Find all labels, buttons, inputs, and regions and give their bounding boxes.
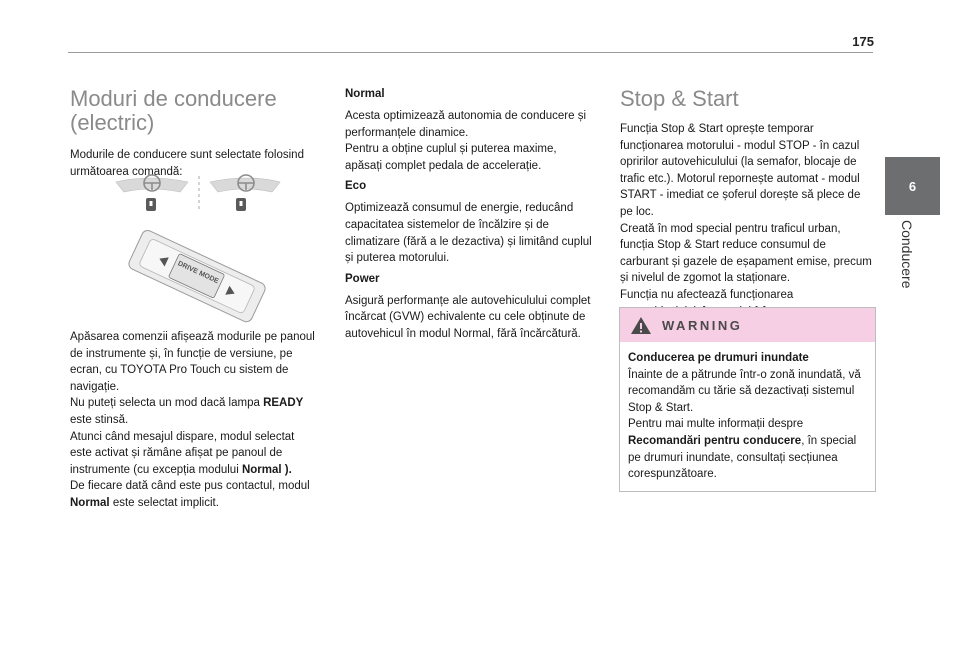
power-text: Asigură performanțe ale autovehiculului complet încărcat (GVW) echivalente cu cele obținute de autovehicul în modul Normal, fără încărcătură.	[345, 294, 591, 340]
column-stop-start	[620, 80, 875, 320]
warning-text-1: Înainte de a pătrunde într-o zonă inundată, vă recomandăm cu tărie să dezactivați sistemul Stop & Start.	[628, 368, 861, 414]
chapter-name: Conducere	[899, 220, 915, 289]
page-number: 175	[852, 34, 874, 49]
stop-start-p3: Funcția nu afectează funcționarea	[620, 288, 794, 301]
stop-start-p2: Creată în mod special pentru traficul urban, funcția Stop & Start reduce consumul de carburant și gazele de eșapament emise, precum și nivelul de zgomot la staționare.	[620, 222, 872, 285]
column-driving-modes	[70, 80, 318, 180]
normal-text-2: Pentru a obține cuplul și puterea maxime, apăsați complet pedala de accelerație.	[345, 143, 557, 172]
warning-icon	[630, 316, 652, 335]
text-p3: Atunci când mesajul dispare, modul selectat este activat și rămâne afișat pe panoul de instrumente (cu excepția modului Normal ).	[70, 430, 295, 476]
eco-text: Optimizează consumul de energie, reducând capacitatea sistemelor de încălzire și de climatizare (fără a le dezactiva) și limitând cuplul și puterea motorului.	[345, 202, 592, 265]
section-title-stop-start: Stop & Start	[620, 86, 739, 111]
warning-title: WARNING	[662, 317, 743, 333]
drive-mode-switch-illustration	[110, 220, 285, 330]
header-rule	[68, 52, 873, 53]
heading-normal: Normal	[345, 88, 385, 100]
heading-power: Power	[345, 272, 380, 285]
heading-eco: Eco	[345, 180, 367, 193]
steering-wheel-diagram	[110, 168, 285, 218]
column-modes-detail	[345, 80, 595, 343]
warning-box	[619, 307, 876, 492]
stop-start-p1: Funcția Stop & Start oprește temporar funcționarea motorului - modul STOP - în cazul opririlor autovehiculului (la semafor, blocaje de trafic etc.). Motorul repornește automat - modul START - imediat ce șoferul dorește să plece de pe loc.	[620, 123, 861, 218]
steering-wheel-right-icon	[210, 175, 280, 211]
section-title-driving-modes: Moduri de conducere (electric)	[70, 86, 277, 135]
text-p2: Nu puteți selecta un mod dacă lampa READY este stinsă.	[70, 397, 304, 426]
warning-text-2: Pentru mai multe informații despre Recomandări pentru conducere, în special pe drumuri inundate, consultați secțiunea corespunzătoare.	[628, 418, 857, 481]
warning-heading: Conducerea pe drumuri inundate	[628, 352, 809, 364]
normal-text-1: Acesta optimizează autonomia de conducere și performanțele dinamice.	[345, 110, 587, 139]
driving-modes-description	[70, 329, 318, 512]
warning-header	[620, 308, 875, 342]
warning-body	[620, 342, 875, 491]
chapter-number: 6	[908, 178, 917, 194]
drive-mode-button-label: DRIVE MODE	[176, 260, 220, 286]
chapter-tab[interactable]	[885, 157, 940, 215]
text-p1: Apăsarea comenzii afișează modurile pe panoul de instrumente și, în funcție de versiune, pe ecran, cu TOYOTA Pro Touch cu sistem de navigație.	[70, 331, 315, 393]
text-p4: De fiecare dată când este pus contactul, modul Normal este selectat implicit.	[70, 480, 310, 509]
steering-wheel-left-icon	[116, 175, 188, 211]
intro-text: Modurile de conducere sunt selectate folosind următoarea comandă:	[70, 149, 304, 178]
